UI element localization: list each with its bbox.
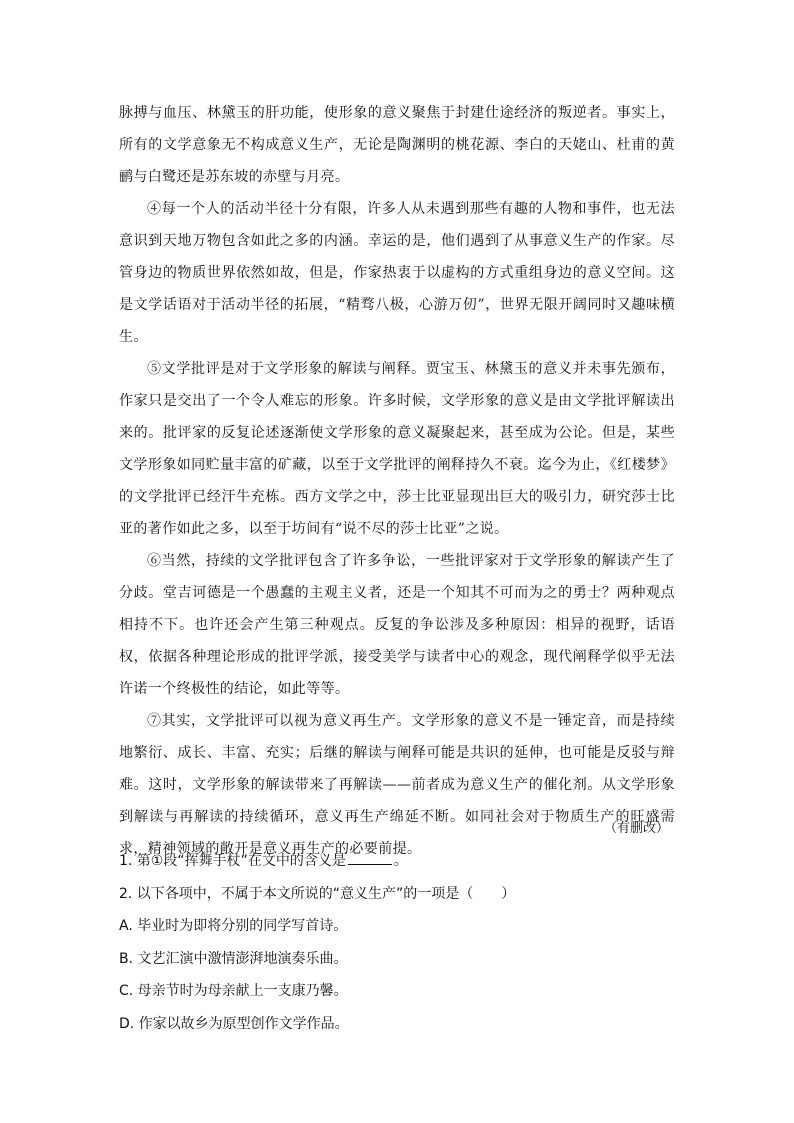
question-section [119,845,675,1041]
question-2: 2. 以下各项中，不属于本文所说的“意义生产”的一项是（ ） [119,885,516,902]
paragraph-6: ⑥当然，持续的文学批评包含了许多争讼，一些批评家对于文学形象的解读产生了分歧。堂吉诃德是一个愚蠢的主观主义者，还是一个知其不可而为之的勇士？两种观点相持不下。也许还会产生第三种观点。反复的争讼涉及多种原因：相异的视野，话语权，依据各种理论形成的批评学派，接受美学与读者中心的观念，现代阐释学似乎无法许诺一个终极性的结论，如此等等。 [119,553,675,697]
option-d[interactable]: D. 作家以故乡为原型创作文学作品。 [119,1015,349,1032]
question-1 [119,845,675,878]
question-1-text: 1. 第①段“挥舞手杖”在文中的含义是 [119,853,346,869]
source-note: （有删改） [603,821,669,836]
paragraph-7: ⑦其实，文学批评可以视为意义再生产。文学形象的意义不是一锤定音，而是持续地繁衍、成长、丰富、充实；后继的解读与阐释可能是共识的延伸，也可能是反驳与辩难。这时，文学形象的解读带来了再解读——前者成为意义生产的催化剂。从文学形象到解读与再解读的持续循环，意义再生产绵延不断。如同社会对于物质生产的旺盛需求，精神领域的敞开是意义再生产的必要前提。 [119,713,675,857]
question-1-end: 。 [393,853,408,869]
answer-blank[interactable] [348,850,392,865]
paragraph-5: ⑤文学批评是对于文学形象的解读与阐释。贾宝玉、林黛玉的意义并未事先颁布，作家只是交出了一个令人难忘的形象。许多时候，文学形象的意义是由文学批评解读出来的。批评家的反复论述逐渐使文学形象的意义凝聚起来，甚至成为公论。但是，某些文学形象如同贮量丰富的矿藏，以至于文学批评的阐释持久不衰。迄今为止，《红楼梦》的文学批评已经汗牛充栋。西方文学之中，莎士比亚显现出巨大的吸引力，研究莎士比亚的著作如此之多，以至于坊间有“说不尽的莎士比亚”之说。 [119,361,675,537]
option-b[interactable]: B. 文艺汇演中激情澎湃地演奏乐曲。 [119,950,348,967]
paragraph-4: ④每一个人的活动半径十分有限，许多人从未遇到那些有趣的人物和事件，也无法意识到天地万物包含如此之多的内涵。幸运的是，他们遇到了从事意义生产的作家。尽管身边的物质世界依然如故，但是，作家热衷于以虚构的方式重组身边的意义空间。这是文学话语对于活动半径的拓展，“精骛八极，心游万仞”，世界无限开阔同时又趣味横生。 [119,201,675,345]
option-c[interactable]: C. 母亲节时为母亲献上一支康乃馨。 [119,983,348,1000]
article-body [119,97,675,865]
paragraph-3-continuation: 脉搏与血压、林黛玉的肝功能，使形象的意义聚焦于封建仕途经济的叛逆者。事实上，所有的文学意象无不构成意义生产，无论是陶渊明的桃花源、李白的天姥山、杜甫的黄鹂与白鹭还是苏东坡的赤壁与月亮。 [119,105,675,185]
option-a[interactable]: A. 毕业时为即将分别的同学写首诗。 [119,918,348,935]
